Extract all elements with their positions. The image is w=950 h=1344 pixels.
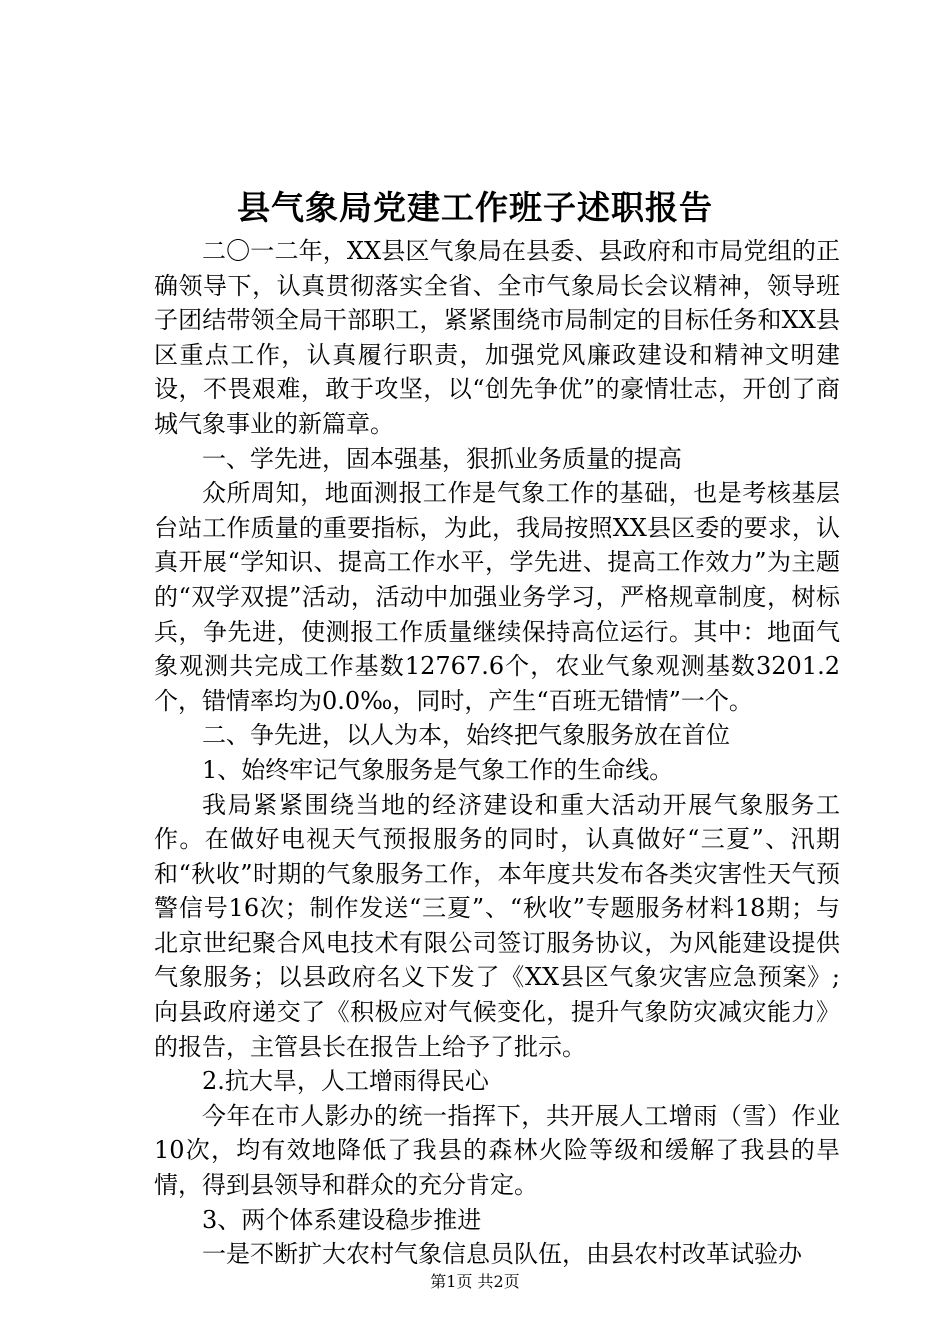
subheading-2-1: 1、始终牢记气象服务是气象工作的生命线。 xyxy=(202,755,674,784)
heading-section-1: 一、学先进，固本强基，狠抓业务质量的提高 xyxy=(202,444,682,473)
document-title: 县气象局党建工作班子述职报告 xyxy=(237,188,713,227)
paragraph-2-1: 我局紧紧围绕当地的经济建设和重大活动开展气象服务工作。在做好电视天气预报服务的同时，认真做好“三夏”、汛期和“秋收”时期的气象服务工作，本年度共发布各类灾害性天气预警信号16次；制作发送“三夏”、“秋收”专题服务材料18期；与北京世纪聚合风电技术有限公司签订服务协议，为风能建设提供气象服务；以县政府名义下发了《XX县区气象灾害应急预案》;向县政府递交了《积极应对气候变化，提升气象防灾减灾能力》的报告，主管县长在报告上给予了批示。 xyxy=(154,790,840,1061)
paragraph-intro: 二〇一二年，XX县区气象局在县委、县政府和市局党组的正确领导下，认真贯彻落实全省、全市气象局长会议精神，领导班子团结带领全局干部职工，紧紧围绕市局制定的目标任务和XX县区重点工作，认真履行职责，加强党风廉政建设和精神文明建设，不畏艰难，敢于攻坚，以“创先争优”的豪情壮志，开创了商城气象事业的新篇章。 xyxy=(154,237,840,438)
document-body xyxy=(154,234,840,1272)
subheading-2-2: 2.抗大旱，人工增雨得民心 xyxy=(202,1067,489,1096)
heading-section-2: 二、争先进，以人为本，始终把气象服务放在首位 xyxy=(202,721,730,750)
paragraph-2-3: 一是不断扩大农村气象信息员队伍，由县农村改革试验办 xyxy=(202,1240,802,1269)
paragraph-2-2: 今年在市人影办的统一指挥下，共开展人工增雨（雪）作业10次，均有效地降低了我县的森林火险等级和缓解了我县的旱情，得到县领导和群众的充分肯定。 xyxy=(154,1101,840,1200)
paragraph-section-1: 众所周知，地面测报工作是气象工作的基础，也是考核基层台站工作质量的重要指标，为此，我局按照XX县区委的要求，认真开展“学知识、提高工作水平，学先进、提高工作效力”为主题的“双学双提”活动，活动中加强业务学习，严格规章制度，树标兵，争先进，使测报工作质量继续保持高位运行。其中：地面气象观测共完成工作基数12767.6个，农业气象观测基数3201.2个，错情率均为0.0‰，同时，产生“百班无错情”一个。 xyxy=(154,479,840,715)
subheading-2-3: 3、两个体系建设稳步推进 xyxy=(202,1205,482,1234)
page-footer: 第1页 共2页 xyxy=(430,1272,520,1291)
